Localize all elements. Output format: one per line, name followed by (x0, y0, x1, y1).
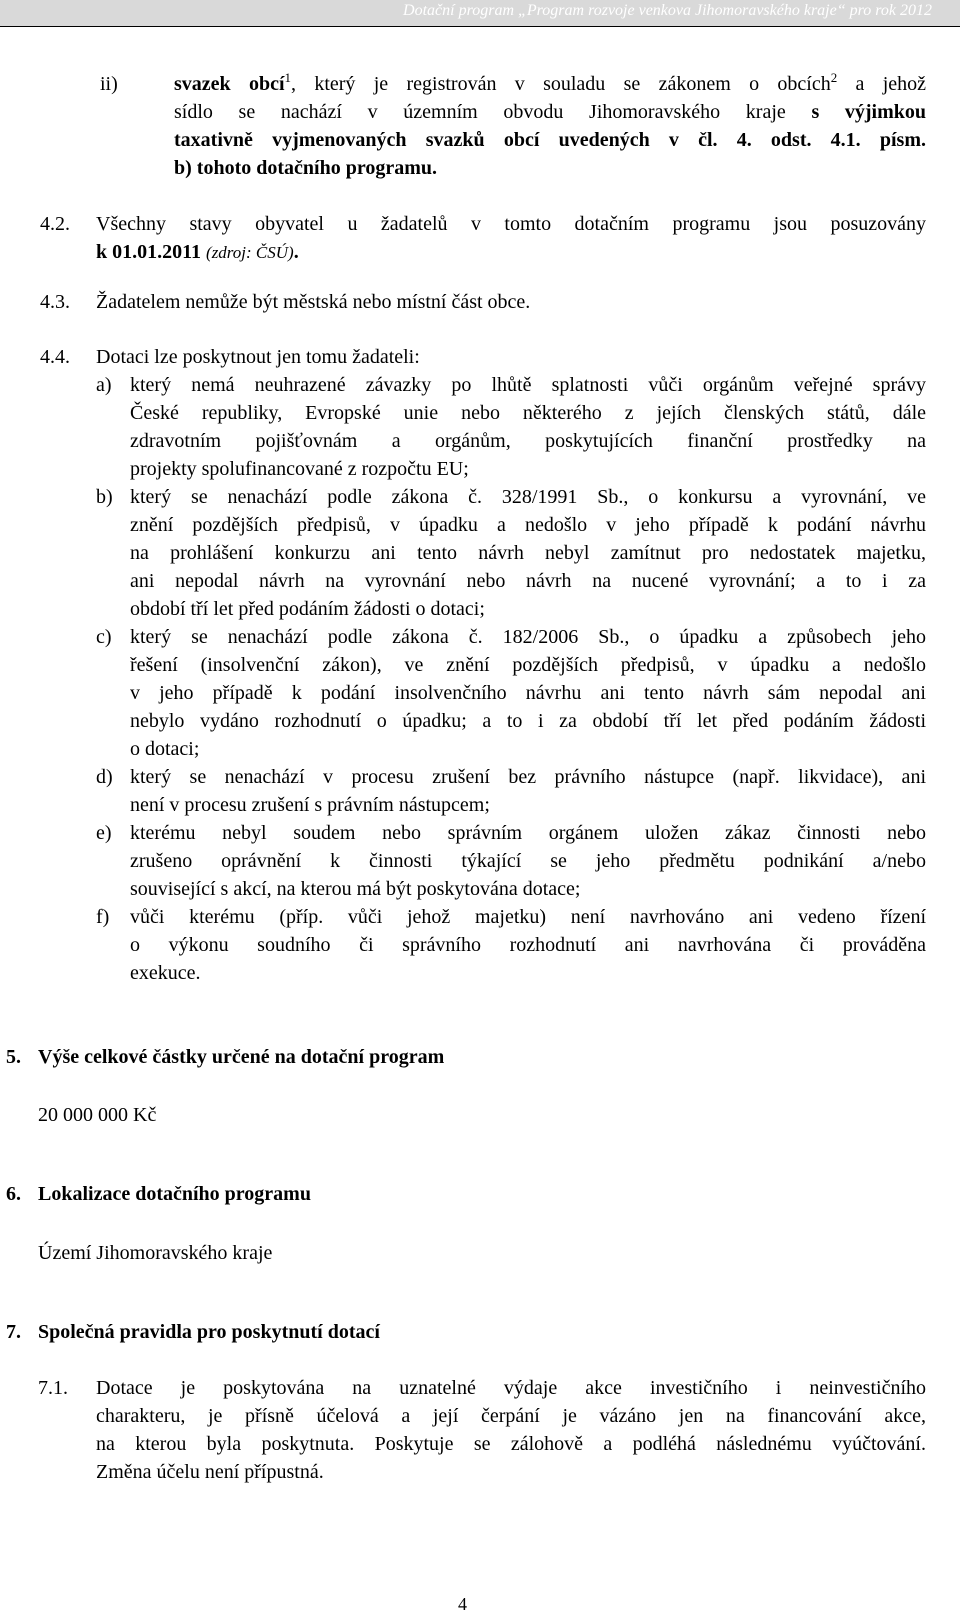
list-marker: c) (96, 626, 112, 648)
list-item-line: související s akcí, na kterou má být poskytována dotace; (130, 878, 581, 900)
list-item-line: zdravotním pojišťovnám a orgánům, poskytujících finanční prostředky na (130, 430, 926, 452)
list-item-line: znění pozdějších předpisů, v úpadku a nedošlo v jeho případě k podání návrhu (130, 514, 926, 536)
section-value: 20 000 000 Kč (38, 1104, 157, 1126)
header-title: Dotační program „Program rozvoje venkova Jihomoravského kraje“ pro rok 2012 (403, 2, 932, 19)
text: sídlo se nachází v územním obvodu Jihomoravského kraje (174, 101, 812, 123)
section-value: Území Jihomoravského kraje (38, 1242, 273, 1264)
text: a jehož (837, 73, 927, 95)
page-header (0, 0, 960, 27)
list-item-line: který se nenachází podle zákona č. 182/2006 Sb., o úpadku a způsobech jeho (130, 626, 926, 648)
section-text: Všechny stavy obyvatel u žadatelů v tomto dotačním programu jsou posuzovány (96, 213, 926, 235)
list-item-line: ani nepodal návrh na vyrovnání nebo návrh na nucené vyrovnání; a to i za (130, 570, 926, 592)
page-number: 4 (458, 1594, 467, 1614)
list-item-line: zrušeno oprávnění k činnosti týkající se jeho předmětu podnikání a/nebo (130, 850, 926, 872)
text: , který je registrován v souladu se zákonem o obcích (291, 73, 831, 95)
bold-text: k 01.01.2011 (96, 241, 202, 263)
section-heading: Lokalizace dotačního programu (38, 1183, 311, 1205)
list-item-line: není v procesu zrušení s právním nástupcem; (130, 794, 490, 816)
paragraph-line: Změna účelu není přípustná. (96, 1461, 324, 1483)
item-ii-marker: ii) (100, 73, 118, 95)
item-ii-line (174, 98, 926, 126)
bold-text: svazek obcí (174, 73, 285, 95)
list-item-line: České republiky, Evropské unie nebo některého z jejích členských států, dále (130, 402, 926, 424)
list-marker: e) (96, 822, 112, 844)
list-item-line: který se nenachází podle zákona č. 328/1991 Sb., o konkursu a vyrovnání, ve (130, 486, 926, 508)
list-item-line: v jeho případě k podání insolvenčního návrhu ani tento návrh sám nepodal ani (130, 682, 926, 704)
bold-text: b) tohoto dotačního programu. (174, 157, 437, 179)
bold-text: s výjimkou (811, 101, 927, 123)
heading-number: 5. (6, 1046, 21, 1068)
footnote-ref: 1 (284, 70, 292, 85)
item-ii-line (174, 126, 926, 154)
section-number: 4.2. (40, 213, 70, 235)
section-text: Žadatelem nemůže být městská nebo místní část obce. (96, 291, 531, 313)
heading-number: 6. (6, 1183, 21, 1205)
list-item-line: o dotaci; (130, 738, 200, 760)
list-item-line: vůči kterému (příp. vůči jehož majetku) není navrhováno ani vedeno řízení (130, 906, 926, 928)
list-item-line: nebylo vydáno rozhodnutí o úpadku; a to i za období tří let před podáním žádosti (130, 710, 926, 732)
bold-text: taxativně vyjmenovaných svazků obcí uvedených v čl. 4. odst. 4.1. písm. (174, 129, 926, 151)
list-item-line: projekty spolufinancované z rozpočtu EU; (130, 458, 469, 480)
list-item-line: exekuce. (130, 962, 201, 984)
item-ii-line (174, 70, 926, 98)
paragraph-line: Dotace je poskytována na uznatelné výdaje akce investičního i neinvestičního (96, 1377, 926, 1399)
section-number: 4.4. (40, 346, 70, 368)
item-ii-line (174, 154, 437, 182)
list-marker: d) (96, 766, 113, 788)
section-number: 4.3. (40, 291, 70, 313)
list-item-line: na prohlášení konkurzu ani tento návrh nebyl zamítnut pro nedostatek majetku, (130, 542, 926, 564)
section-number: 7.1. (38, 1377, 68, 1399)
list-marker: f) (96, 906, 110, 928)
list-marker: b) (96, 486, 113, 508)
section-heading: Výše celkové částky určené na dotační program (38, 1046, 445, 1068)
source-note: (zdroj: ČSÚ) (206, 243, 294, 262)
list-item-line: řešení (insolvenční zákon), ve znění pozdějších předpisů, v úpadku a nedošlo (130, 654, 926, 676)
list-item-line: kterému nebyl soudem nebo správním orgánem uložen zákaz činnosti nebo (130, 822, 926, 844)
bold-text: . (293, 241, 299, 263)
list-item-line: období tří let před podáním žádosti o dotaci; (130, 598, 485, 620)
section-text: Dotaci lze poskytnout jen tomu žadateli: (96, 346, 420, 368)
list-marker: a) (96, 374, 112, 396)
footnote-ref: 2 (830, 70, 838, 85)
paragraph-line: charakteru, je přísně účelová a její čerpání je vázáno jen na financování akce, (96, 1405, 926, 1427)
paragraph-line: na kterou byla poskytnuta. Poskytuje se zálohově a podléhá následnému vyúčtování. (96, 1433, 926, 1455)
section-text (96, 238, 299, 267)
section-heading: Společná pravidla pro poskytnutí dotací (38, 1321, 380, 1343)
list-item-line: který nemá neuhrazené závazky po lhůtě splatnosti vůči orgánům veřejné správy (130, 374, 926, 396)
heading-number: 7. (6, 1321, 21, 1343)
list-item-line: o výkonu soudního či správního rozhodnutí ani navrhována či prováděna (130, 934, 926, 956)
list-item-line: který se nenachází v procesu zrušení bez právního nástupce (např. likvidace), ani (130, 766, 926, 788)
